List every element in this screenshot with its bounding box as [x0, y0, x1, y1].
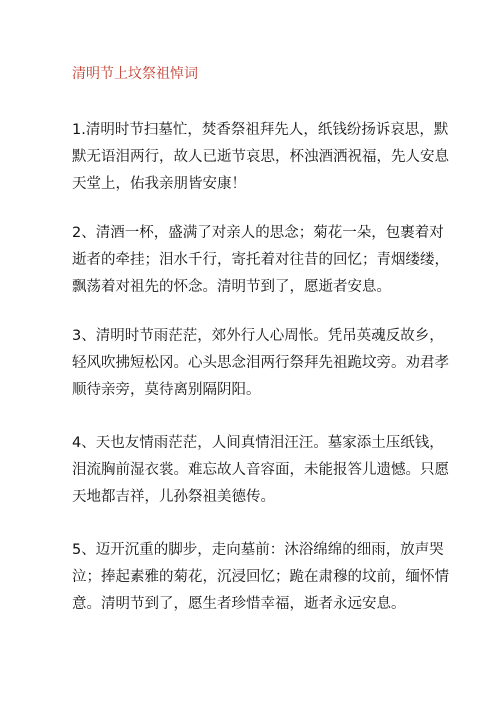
document-title: 清明节上坟祭祖悼词	[72, 66, 198, 82]
paragraph-5: 5、迈开沉重的脚步，走向墓前：沐浴绵绵的细雨，放声哭泣；捧起素雅的菊花，沉浸回忆；跪在肃穆的坟前，缅怀情意。清明节到了，愿生者珍惜幸福，逝者永远安息。	[72, 542, 449, 612]
paragraph-1: 1.清明时节扫墓忙，焚香祭祖拜先人，纸钱纷扬诉哀思，默默无语泪两行，故人已逝节哀思，杯浊酒洒祝福，先人安息天堂上，佑我亲朋皆安康！	[72, 122, 449, 192]
paragraph-2: 2、清酒一杯，盛满了对亲人的思念；菊花一朵，包裹着对逝者的牵挂；泪水千行，寄托着对往昔的回忆；青烟缕缕，飘荡着对祖先的怀念。清明节到了，愿逝者安息。	[72, 225, 449, 295]
paragraph-3: 3、清明时节雨茫茫，郊外行人心周怅。凭吊英魂反故乡，轻风吹拂短松冈。心头思念泪两行祭拜先祖跪坟旁。劝君孝顺待亲旁，莫待离别隔阴阳。	[72, 328, 449, 398]
paragraph-4: 4、天也友情雨茫茫，人间真情泪汪汪。墓家添土压纸钱，泪流胸前湿衣裳。难忘故人音容面，未能报答儿遗憾。只愿天地都吉祥，儿孙祭祖美德传。	[72, 435, 449, 505]
